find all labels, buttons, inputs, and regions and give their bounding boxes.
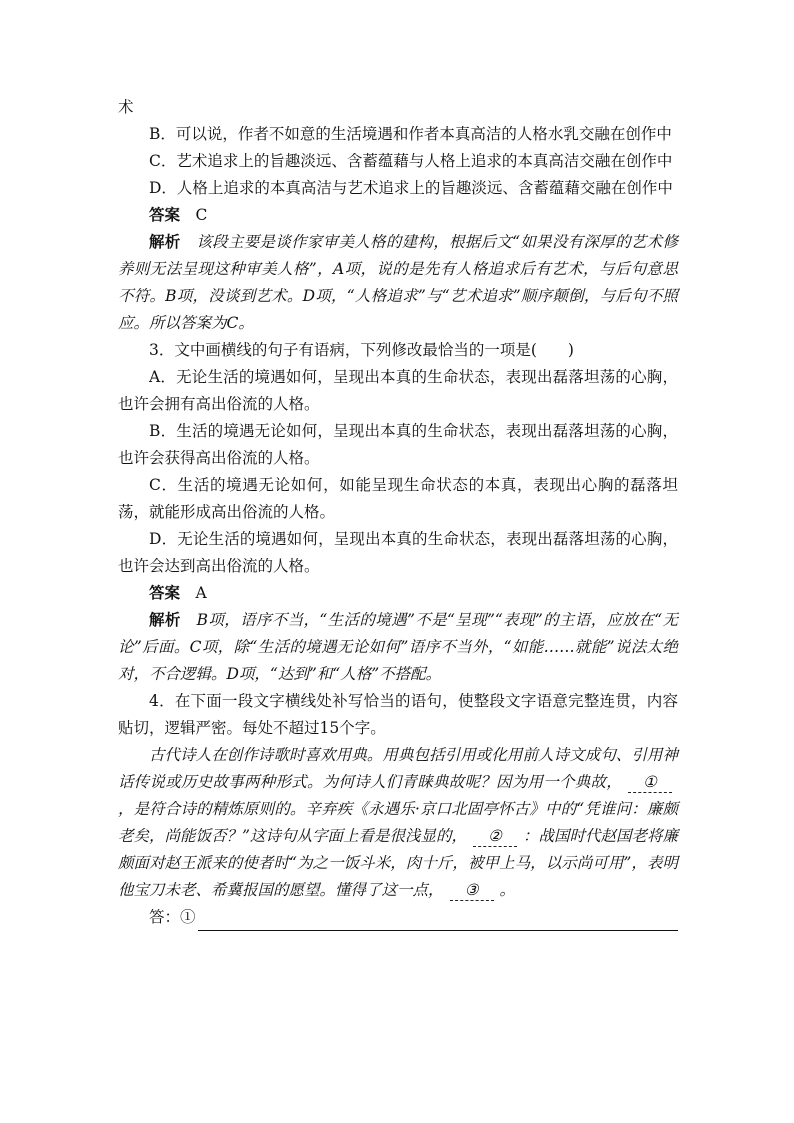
answer-writing-line[interactable] [198,912,678,931]
page-content [118,94,678,931]
option-c: C．艺术追求上的旨趣淡远、含蓄蕴藉与人格上追求的本真高洁交融在创作中 [149,152,673,170]
question-4-passage [118,742,678,904]
passage-part-1: 古代诗人在创作诗歌时喜欢用典。用典包括引用或化用前人诗文成句、引用神话传说或历史故事两种形式。为何诗人们青睐典故呢？因为用一个典故， [118,746,678,791]
question-3-stem: 3．文中画横线的句子有语病，下列修改最恰当的一项是( ) [149,341,574,359]
answer-label: 答案 [149,584,181,602]
analysis-label: 解析 [149,611,181,629]
option-a-continuation: 术 [118,98,134,116]
question-3-option-d: D．无论生活的境遇如何，呈现出本真的生命状态，表现出磊落坦荡的心胸，也许会达到高出俗流的人格。 [118,530,678,575]
answer-prefix: 答：① [149,908,196,926]
answer-value: A [195,584,207,602]
answer-value: C [195,206,208,224]
question-3-option-c: C．生活的境遇无论如何，如能呈现生命状态的本真，表现出心胸的磊落坦荡，就能形成高出俗流的人格。 [118,476,678,521]
analysis-text: B项，语序不当，“生活的境遇”不是“呈现”“表现”的主语，应放在“无论”后面。C项，除“生活的境遇无论如何”语序不当外，“如能……就能”说法太绝对，不合逻辑。D项，“达到”和“人格”不搭配。 [118,611,678,683]
passage-part-2: ，是符合诗的精炼原则的。辛弃疾《永遇乐·京口北固亭怀古》中的“凭谁问：廉颇老矣，尚能饭否？”这诗句从字面上看是很浅显的， [118,800,678,845]
answer-area-q4 [118,904,678,931]
analysis-q2 [118,229,678,337]
question-4-stem: 4．在下面一段文字横线处补写恰当的语句，使整段文字语意完整连贯，内容贴切，逻辑严密。每处不超过15个字。 [118,692,678,737]
analysis-q3 [118,607,678,688]
blank-3: ③ [450,880,494,901]
answer-q2 [118,202,678,229]
passage-part-3: ：战国时代赵国老将廉颇面对赵王派来的使者时“为之一饭斗米，肉十斤，被甲上马，以示尚可用”，表明他宝刀未老、希冀报国的愿望。懂得了这一点， [118,827,678,899]
option-d: D．人格上追求的本真高洁与艺术追求上的旨趣淡远、含蓄蕴藉交融在创作中 [149,179,673,197]
blank-2: ② [473,826,517,847]
passage-part-4: 。 [499,881,516,899]
answer-label: 答案 [149,206,181,224]
answer-q3 [118,580,678,607]
option-b: B．可以说，作者不如意的生活境遇和作者本真高洁的人格水乳交融在创作中 [149,125,672,143]
blank-1: ① [628,772,672,793]
question-3-option-b: B．生活的境遇无论如何，呈现出本真的生命状态，表现出磊落坦荡的心胸，也许会获得高出俗流的人格。 [118,422,678,467]
analysis-text: 该段主要是谈作家审美人格的建构，根据后文“如果没有深厚的艺术修养则无法呈现这种审美人格”，A项，说的是先有人格追求后有艺术，与后句意思不符。B项，没谈到艺术。D项，“人格追求”与“艺术追求”顺序颠倒，与后句不照应。所以答案为C。 [118,233,678,332]
question-3-option-a: A．无论生活的境遇如何，呈现出本真的生命状态，表现出磊落坦荡的心胸，也许会拥有高出俗流的人格。 [118,368,678,413]
analysis-label: 解析 [149,233,181,251]
